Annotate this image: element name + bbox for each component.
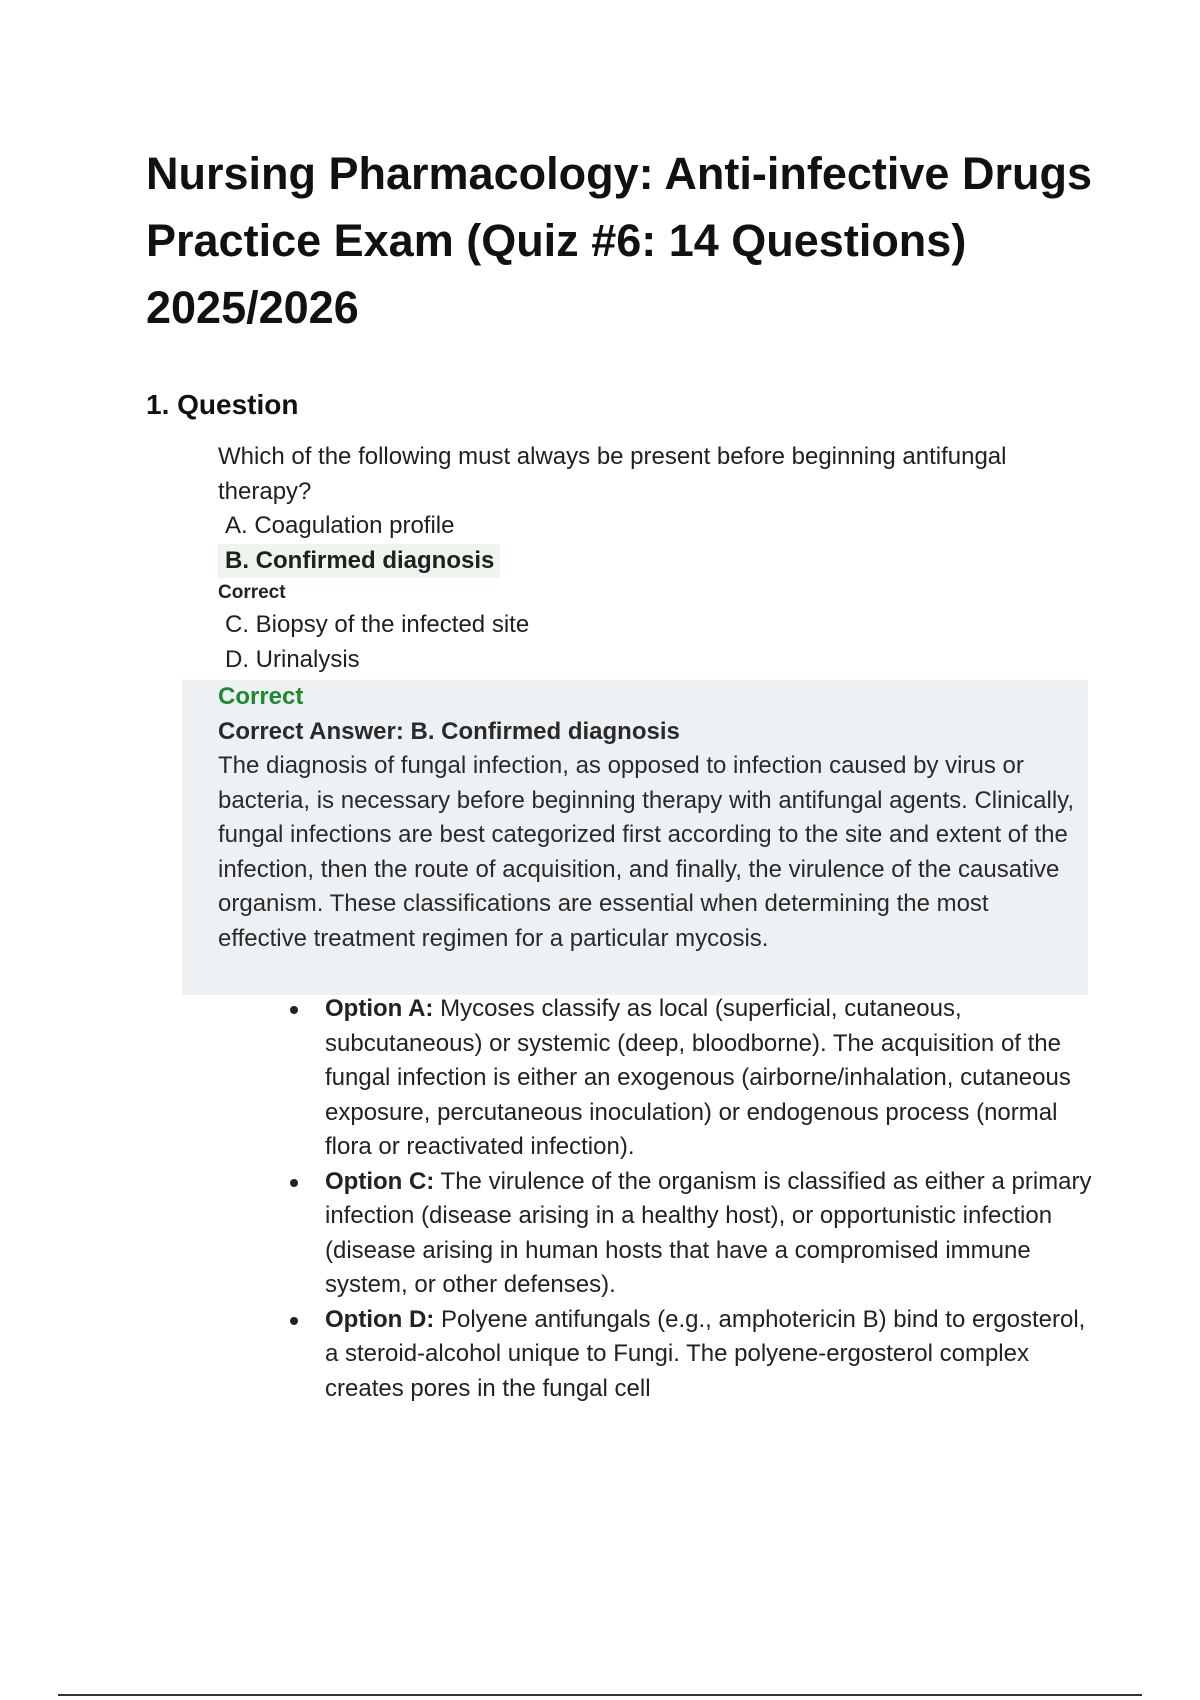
feedback-status: Correct	[218, 683, 304, 710]
option-a[interactable]: A. Coagulation profile	[225, 512, 455, 539]
option-d[interactable]: D. Urinalysis	[225, 645, 360, 673]
option-c[interactable]: C. Biopsy of the infected site	[225, 611, 530, 638]
answer-feedback-panel	[182, 680, 1088, 995]
list-item	[272, 1165, 1102, 1303]
option-note-text: The virulence of the organism is classified as either a primary infection (disease arising in a healthy host), or opportunistic infection (disease arising in human hosts that have a compromised immune system, or other defenses).	[325, 1167, 1092, 1298]
option-b-selected[interactable]: B. Confirmed diagnosis	[218, 544, 500, 579]
option-note-label: Option C:	[325, 1167, 435, 1195]
list-item	[272, 992, 1102, 1165]
option-note-label: Option D:	[325, 1305, 435, 1333]
option-notes-list	[272, 992, 1102, 1406]
feedback-content	[218, 680, 1084, 956]
question-text: Which of the following must always be present before beginning antifungal therapy?	[218, 443, 1007, 505]
bullet-icon	[290, 1006, 298, 1014]
option-note-text: Polyene antifungals (e.g., amphotericin B) bind to ergosterol, a steroid-alcohol unique to Fungi. The polyene-ergosterol complex creates pores in the fungal cell	[325, 1305, 1086, 1402]
option-b-row	[218, 544, 1098, 579]
correct-answer-line: Correct Answer: B. Confirmed diagnosis	[218, 717, 680, 745]
bullet-icon	[290, 1179, 298, 1187]
option-note-label: Option A:	[325, 995, 434, 1022]
document-title: Nursing Pharmacology: Anti-infective Drugs Practice Exam (Quiz #6: 14 Questions) 2025/2026	[146, 148, 1092, 333]
question-block	[218, 440, 1098, 677]
option-note-text: Mycoses classify as local (superficial, cutaneous, subcutaneous) or systemic (deep, bloodborne). The acquisition of the fungal infection is either an exogenous (airborne/inhalation, cutaneous exposure, percutaneous inoculation) or endogenous process (normal flora or reactivated infection).	[325, 995, 1071, 1160]
answer-explanation: The diagnosis of fungal infection, as opposed to infection caused by virus or bacteria, is necessary before beginning therapy with antifungal agents. Clinically, fungal infections are best categorized first according to the site and extent of the infection, then the route of acquisition, and finally, the virulence of the causative organism. These classifications are essential when determining the most effective treatment regimen for a particular mycosis.	[218, 752, 1075, 952]
question-heading: 1. Question	[146, 389, 299, 420]
page-bottom-divider	[58, 1694, 1142, 1696]
list-item	[272, 1303, 1102, 1407]
selected-correct-marker: Correct	[218, 582, 286, 603]
bullet-icon	[290, 1317, 298, 1325]
